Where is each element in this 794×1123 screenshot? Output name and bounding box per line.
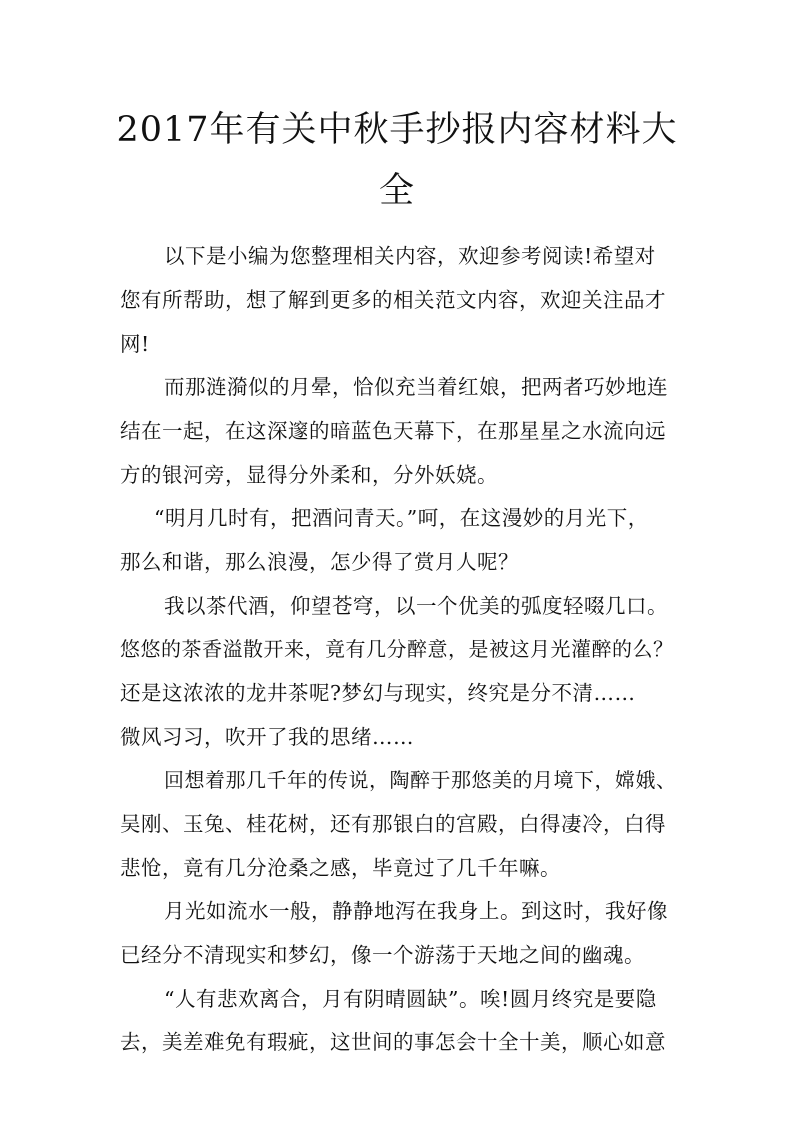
body-text-line: 以下是小编为您整理相关内容，欢迎参考阅读!希望对 [164, 244, 656, 268]
body-text-line: 方的银河旁，显得分外柔和，分外妖娆。 [120, 463, 498, 487]
body-text-line: 去，美差难免有瑕疵，这世间的事怎会十全十美，顺心如意 [120, 1030, 666, 1054]
document-title-line-1: 2017年有关中秋手抄报内容材料大 [116, 110, 678, 150]
body-text-line: 结在一起，在这深邃的暗蓝色天幕下，在那星星之水流向远 [120, 419, 666, 443]
document-title-line-2: 全 [378, 171, 415, 211]
body-text-line: 悠悠的茶香溢散开来，竟有几分醉意，是被这月光灌醉的么？ [120, 637, 674, 661]
body-text-line: 那么和谐，那么浪漫，怎少得了赏月人呢？ [120, 550, 519, 574]
body-text-line: 悲怆，竟有几分沧桑之感，毕竟过了几千年嘛。 [120, 856, 561, 880]
body-text-line: 月光如流水一般，静静地泻在我身上。到这时，我好像 [164, 899, 668, 923]
body-text-line: 还是这浓浓的龙井茶呢?梦幻与现实，终究是分不清…… [120, 681, 636, 705]
body-text-line: 微风习习，吹开了我的思绪…… [120, 725, 414, 749]
body-text-line: 而那涟漪似的月晕，恰似充当着红娘，把两者巧妙地连 [164, 375, 668, 399]
body-text-line: “明月几时有，把酒问青天。”呵，在这漫妙的月光下， [154, 506, 649, 530]
body-text-line: 网! [120, 332, 150, 356]
body-text-line: 吴刚、玉兔、桂花树，还有那银白的宫殿，白得凄冷，白得 [120, 812, 666, 836]
body-text-line: 我以茶代酒，仰望苍穹，以一个优美的弧度轻啜几口。 [164, 594, 668, 618]
body-text-line: “人有悲欢离合，月有阴晴圆缺”。唉!圆月终究是要隐 [164, 987, 657, 1011]
body-text-line: 已经分不清现实和梦幻，像一个游荡于天地之间的幽魂。 [120, 943, 645, 967]
body-text-line: 您有所帮助，想了解到更多的相关范文内容，欢迎关注品才 [120, 288, 666, 312]
body-text-line: 回想着那几千年的传说，陶醉于那悠美的月境下，嫦娥、 [164, 768, 677, 792]
